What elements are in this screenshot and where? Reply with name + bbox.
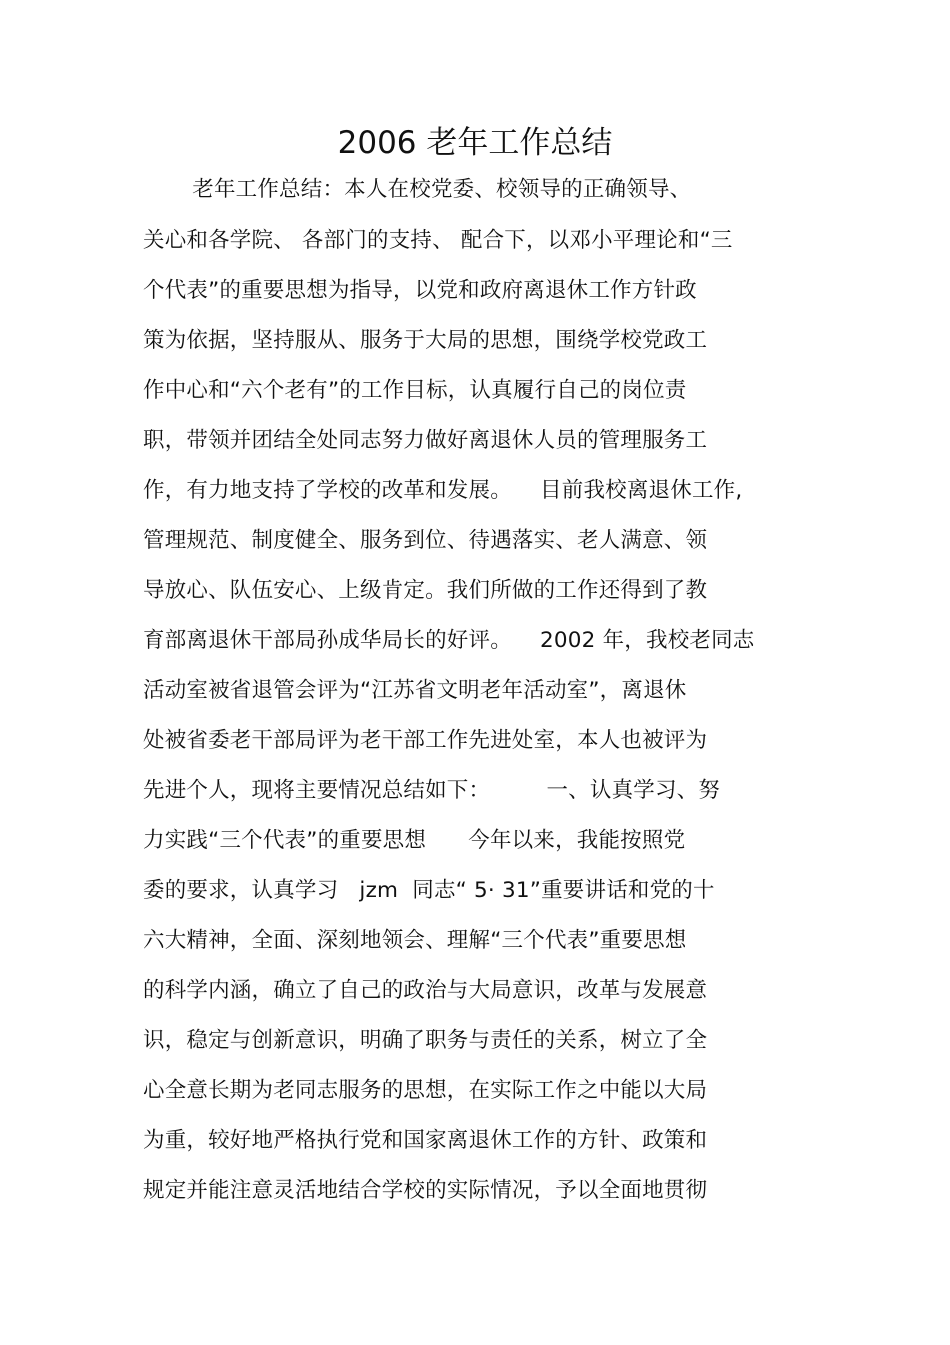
body-line: 处被省委老干部局评为老干部工作先进处室，本人也被评为 bbox=[143, 728, 708, 753]
body-line: 力实践“三个代表”的重要思想 今年以来，我能按照党 bbox=[143, 828, 686, 853]
body-line: 关心和各学院、 各部门的支持、 配合下，以邓小平理论和“三 bbox=[143, 228, 733, 253]
body-line: 规定并能注意灵活地结合学校的实际情况，予以全面地贯彻 bbox=[143, 1178, 708, 1203]
body-line: 先进个人，现将主要情况总结如下： 一、认真学习、努 bbox=[143, 778, 721, 803]
body-line: 识，稳定与创新意识，明确了职务与责任的关系，树立了全 bbox=[143, 1028, 708, 1053]
body-line: 六大精神，全面、深刻地领会、理解“三个代表”重要思想 bbox=[143, 928, 687, 953]
document-title: 2006 老年工作总结 bbox=[337, 125, 613, 161]
body-line: 心全意长期为老同志服务的思想，在实际工作之中能以大局 bbox=[143, 1078, 708, 1103]
body-line: 老年工作总结：本人在校党委、校领导的正确领导、 bbox=[143, 177, 692, 202]
body-line: 育部离退休干部局孙成华局长的好评。 2002 年，我校老同志 bbox=[143, 628, 755, 653]
body-line: 活动室被省退管会评为“江苏省文明老年活动室”，离退休 bbox=[143, 678, 687, 703]
body-line: 的科学内涵，确立了自己的政治与大局意识，改革与发展意 bbox=[143, 978, 708, 1003]
body-line: 管理规范、制度健全、服务到位、待遇落实、老人满意、领 bbox=[143, 528, 708, 553]
body-line: 导放心、队伍安心、上级肯定。我们所做的工作还得到了教 bbox=[143, 578, 708, 603]
body-line: 委的要求，认真学习 jzm 同志“ 5· 31”重要讲话和党的十 bbox=[143, 878, 715, 903]
body-line: 作中心和“六个老有”的工作目标，认真履行自己的岗位责 bbox=[143, 378, 687, 403]
body-line: 为重，较好地严格执行党和国家离退休工作的方针、政策和 bbox=[143, 1128, 708, 1153]
body-line: 作，有力地支持了学校的改革和发展。 目前我校离退休工作, bbox=[143, 478, 743, 503]
body-line: 职，带领并团结全处同志努力做好离退休人员的管理服务工 bbox=[143, 428, 708, 453]
body-line: 个代表”的重要思想为指导，以党和政府离退休工作方针政 bbox=[143, 278, 697, 303]
body-line: 策为依据，坚持服从、服务于大局的思想，围绕学校党政工 bbox=[143, 328, 708, 353]
